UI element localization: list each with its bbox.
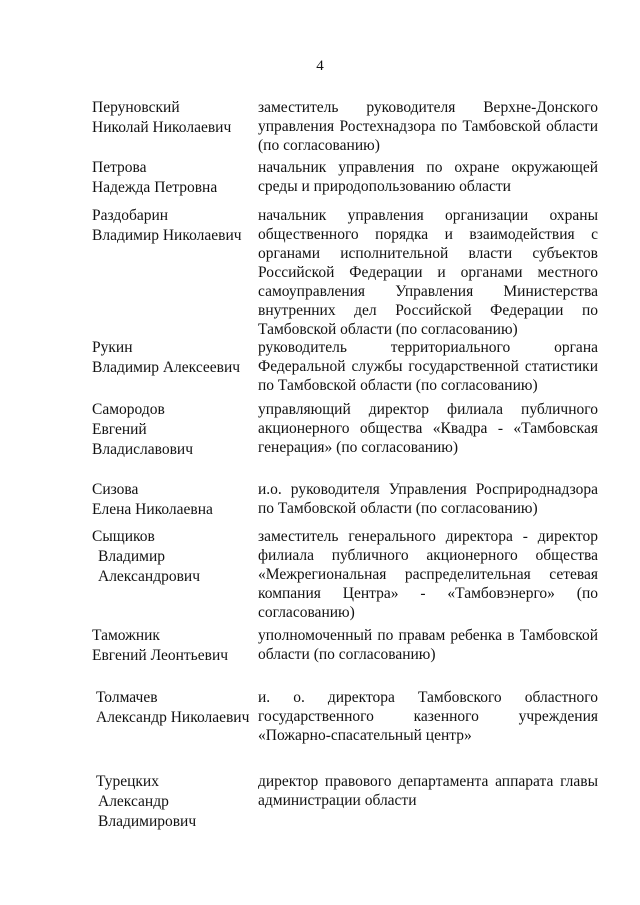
member-given-names: Владимир Алексеевич <box>92 359 241 376</box>
member-surname: Петрова <box>92 159 147 176</box>
member-position: заместитель генерального директора - директор филиала публичного акционерного общества «Межрегиональная распределительная сетевая компания Центра» - «Тамбовэнерго» (по согласованию) <box>258 528 598 621</box>
member-position: заместитель руководителя Верхне-Донского управления Ростехнадзора по Тамбовской области (по согласованию) <box>258 99 598 154</box>
member-patronymic: Александрович <box>98 568 200 585</box>
member-given-names: Александр Николаевич <box>96 709 250 726</box>
member-position: уполномоченный по правам ребенка в Тамбовской области (по согласованию) <box>258 627 598 663</box>
member-surname: Рукин <box>92 339 133 356</box>
member-surname: Турецких <box>96 773 159 790</box>
member-given-names: Александр <box>98 793 169 810</box>
member-position: руководитель территориального органа Федеральной службы государственной статистики по Тамбовской области (по согласованию) <box>258 339 598 394</box>
member-surname: Перуновский <box>92 99 180 116</box>
member-given-names: Владимир <box>98 548 165 565</box>
member-surname: Раздобарин <box>92 207 169 224</box>
member-position: начальник управления организации охраны общественного порядка и взаимодействия с органами исполнительной власти субъектов Российской Федерации и органами местного самоуправления Управления Министерства внутренних дел Российской Федерации по Тамбовской области (по согласованию) <box>258 207 598 338</box>
member-surname: Сизова <box>92 481 139 498</box>
member-name <box>92 772 252 832</box>
member-position: и. о. директора Тамбовского областного государственного казенного учреждения «Пожарно-спасательный центр» <box>258 689 598 744</box>
member-given-names: Владимир Николаевич <box>92 227 242 244</box>
member-name <box>92 480 252 520</box>
member-patronymic: Владимирович <box>98 813 197 830</box>
member-name <box>92 338 252 378</box>
member-given-names: Николай Николаевич <box>92 119 232 136</box>
member-name <box>92 400 252 460</box>
member-position: управляющий директор филиала публичного акционерного общества «Квадра - «Тамбовская генерация» (по согласованию) <box>258 401 598 456</box>
member-given-names: Евгений <box>92 421 147 438</box>
member-given-names: Надежда Петровна <box>92 179 218 196</box>
page-number: 4 <box>316 58 324 74</box>
member-patronymic: Владиславович <box>92 441 193 458</box>
member-name <box>92 688 252 728</box>
member-name <box>92 626 252 666</box>
member-position: и.о. руководителя Управления Росприроднадзора по Тамбовской области (по согласованию) <box>258 481 598 517</box>
member-surname: Самородов <box>92 401 165 418</box>
member-surname: Сыщиков <box>92 528 155 545</box>
member-name <box>92 98 252 138</box>
member-given-names: Елена Николаевна <box>92 501 213 518</box>
member-given-names: Евгений Леонтьевич <box>92 647 229 664</box>
member-name <box>92 527 252 587</box>
member-position: начальник управления по охране окружающей среды и природопользованию области <box>258 159 598 195</box>
member-surname: Толмачев <box>96 689 158 706</box>
member-name <box>92 206 252 246</box>
member-position: директор правового департамента аппарата главы администрации области <box>258 773 598 809</box>
member-surname: Таможник <box>92 627 160 644</box>
member-name <box>92 158 252 198</box>
